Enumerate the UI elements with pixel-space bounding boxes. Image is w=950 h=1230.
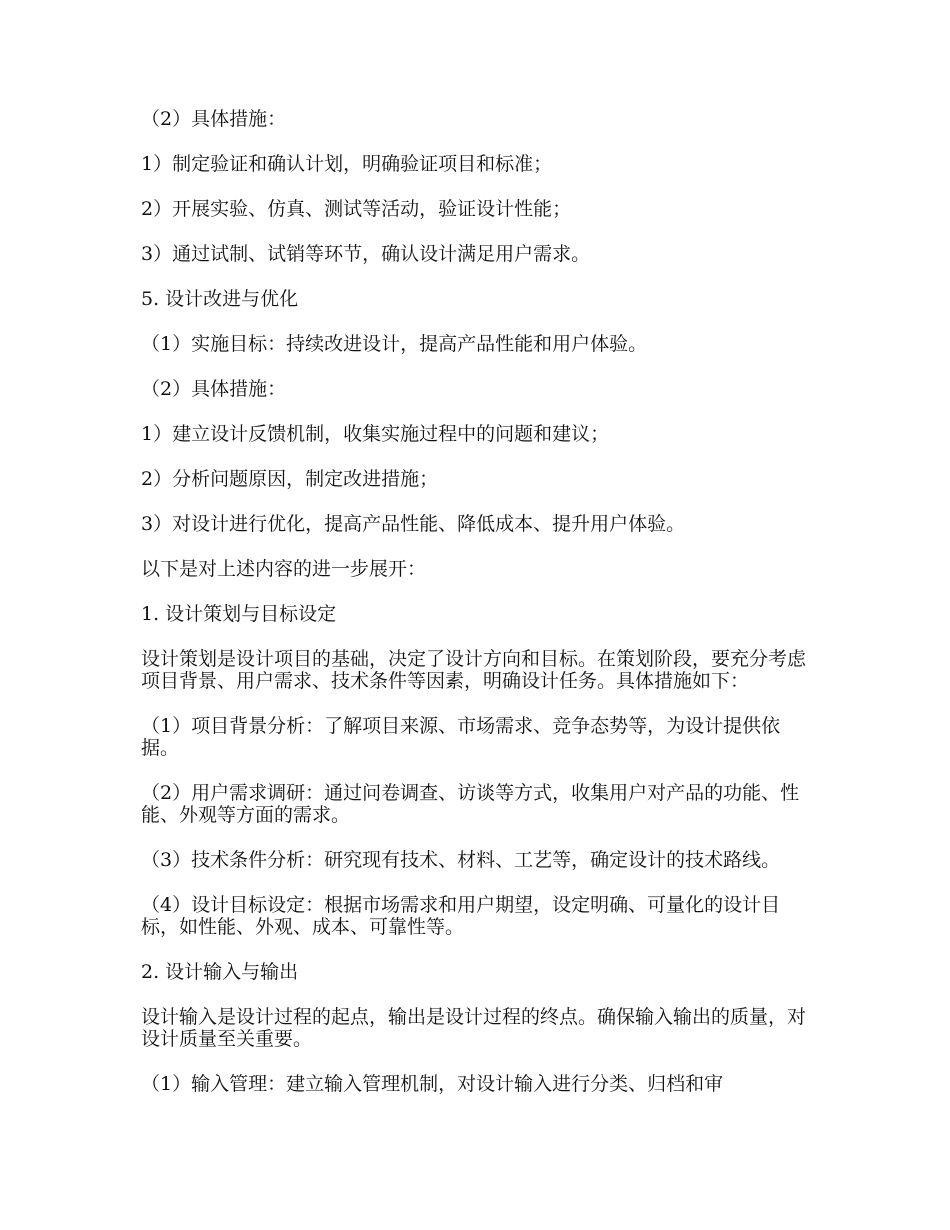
paragraph: （1）项目背景分析：了解项目来源、市场需求、竞争态势等，为设计提供依据。 [141,715,781,759]
paragraph: 1）建立设计反馈机制，收集实施过程中的问题和建议； [141,423,610,445]
paragraph: 3）对设计进行优化，提高产品性能、降低成本、提升用户体验。 [141,513,686,535]
paragraph: （1）输入管理：建立输入管理机制，对设计输入进行分类、归档和审 [141,1073,724,1095]
paragraph: 2）分析问题原因，制定改进措施； [141,468,439,490]
paragraph: （1）实施目标：持续改进设计，提高产品性能和用户体验。 [141,333,648,355]
paragraph: 2）开展实验、仿真、测试等活动，验证设计性能； [141,198,572,220]
section-heading: 5. 设计改进与优化 [141,288,299,310]
paragraph: （2）用户需求调研：通过问卷调查、访谈等方式，收集用户对产品的功能、性能、外观等方面的需求。 [141,782,800,826]
paragraph: 设计策划是设计项目的基础，决定了设计方向和目标。在策划阶段，要充分考虑项目背景、用户需求、技术条件等因素，明确设计任务。具体措施如下： [141,648,807,692]
paragraph: 设计输入是设计过程的起点，输出是设计过程的终点。确保输入输出的质量，对设计质量至关重要。 [141,1006,807,1050]
paragraph: 3）通过试制、试销等环节，确认设计满足用户需求。 [141,243,591,265]
section-heading: 2. 设计输入与输出 [141,961,299,983]
paragraph: （3）技术条件分析：研究现有技术、材料、工艺等，确定设计的技术路线。 [141,849,781,871]
section-heading: 1. 设计策划与目标设定 [141,603,337,625]
paragraph: （4）设计目标设定：根据市场需求和用户期望，设定明确、可量化的设计目标，如性能、外观、成本、可靠性等。 [141,894,781,938]
paragraph: 1）制定验证和确认计划，明确验证项目和标准； [141,153,553,175]
document-body [141,108,806,1118]
paragraph: （2）具体措施： [141,108,287,130]
paragraph: （2）具体措施： [141,378,287,400]
paragraph: 以下是对上述内容的进一步展开： [141,558,427,580]
